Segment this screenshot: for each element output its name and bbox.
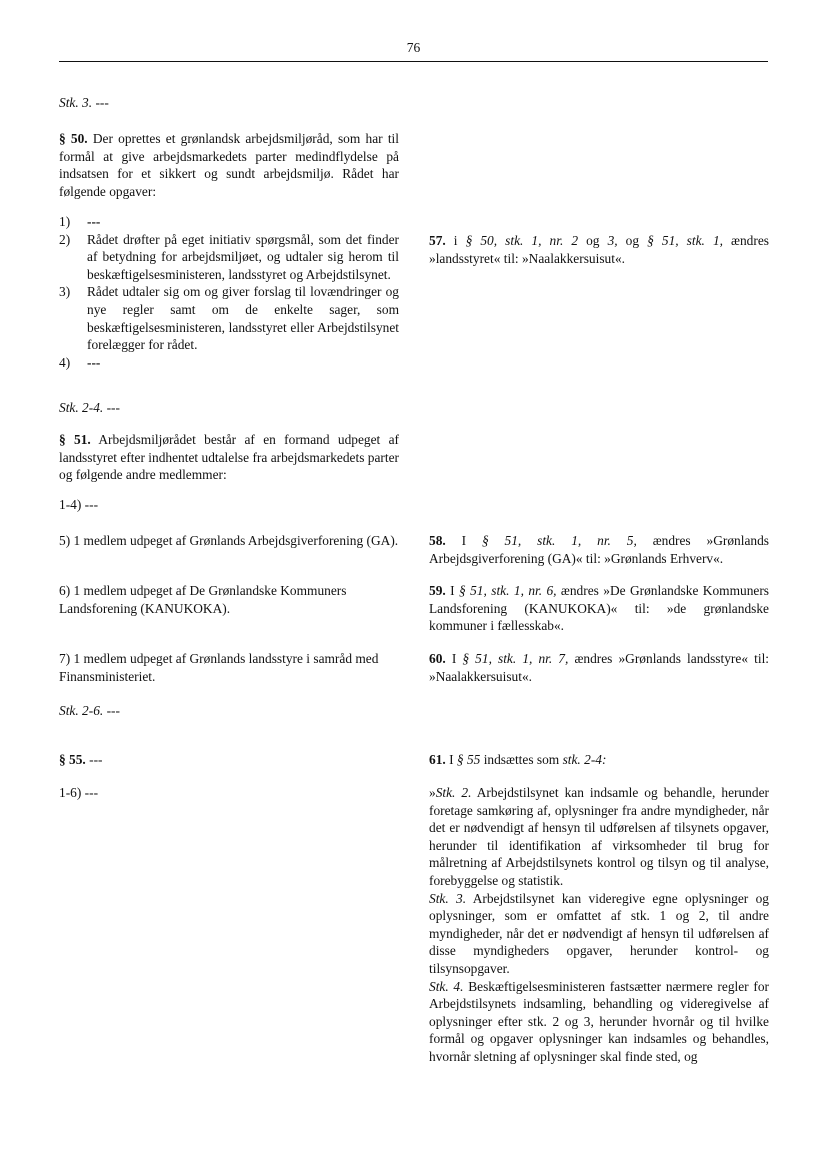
list-item: 2) Rådet drøfter på eget initiativ spørgsmål, som det finder af betydning for arbejdsmiljøet, og udtaler sig herom til beskæftigelsesministeren, landsstyret og Arbejdstilsynet. <box>59 231 399 282</box>
stk-2-paragraph: »Stk. 2. Arbejdstilsynet kan indsamle og behandle, herunder foretage samkøring af, oplysninger fra andre myndigheder, når det er nødvendigt af hensyn til udførelsen af tilsynets opgaver, herunder til identifikation af virksomheder til brug for målretning af Arbejdstilsynets kontrol og tilsyn og til analyse, forebyggelse og statistik. <box>429 785 769 888</box>
header-rule <box>59 61 768 62</box>
stk3-label: Stk. 3. --- <box>59 95 109 110</box>
amendment-59: 59. I § 51, stk. 1, nr. 6, ændres »De Grønlandske Kommuners Landsforening (KANUKOKA)« til: »de grønlandske kommuner i fællesskab«. <box>429 583 770 634</box>
list-item: 3) Rådet udtaler sig om og giver forslag til lovændringer og nye regler samt om de enkelte sager, som beskæftigelsesministeren, landsstyret eller Arbejdstilsynet forelægger for rådet. <box>59 284 399 353</box>
stk24-label: Stk. 2-4. --- <box>59 400 120 415</box>
amendment-60: 60. I § 51, stk. 1, nr. 7, ændres »Grønlands landsstyre« til: »Naalakkersuisut«. <box>429 651 770 684</box>
stk-3-paragraph: Stk. 3. Arbejdstilsynet kan videregive egne oplysninger og oplysninger, som er omfattet af stk. 1 og 2, til andre myndigheder, når det er nødvendigt af hensyn til udførelsen af disse myndigheders opgaver, herunder kontrol- og tilsynsopgaver. <box>429 890 769 976</box>
section-50-intro: § 50. Der oprettes et grønlandsk arbejdsmiljøråd, som har til formål at give arbejdsmarkedets parter medindflydelse på indsatsen for et sikkert og sundt arbejdsmiljø. Rådet har følgende opgaver: <box>59 131 399 199</box>
stk26-label: Stk. 2-6. --- <box>59 703 120 718</box>
list-item: 4) --- <box>59 354 101 370</box>
section-50-heading: § 50. <box>59 131 88 146</box>
section-55-item-1-6: 1-6) --- <box>59 785 99 800</box>
section-51-heading: § 51. <box>59 432 91 447</box>
amendment-57: 57. i § 50, stk. 1, nr. 2 og 3, og § 51, stk. 1, ændres »landsstyret« til: »Naalakkersuisut«. <box>429 233 769 266</box>
amendment-58: 58. I § 51, stk. 1, nr. 5, ændres »Grønlands Arbejdsgiverforening (GA)« til: »Grønlands Erhverv«. <box>429 533 769 566</box>
amendment-61: 61. I § 55 indsættes som stk. 2-4: <box>429 752 607 767</box>
section-51-item-7: 7) 1 medlem udpeget af Grønlands landsstyre i samråd med Finansministeriet. <box>59 651 379 684</box>
section-51-item-6: 6) 1 medlem udpeget af De Grønlandske Kommuners Landsforening (KANUKOKA). <box>59 583 347 616</box>
page-number: 76 <box>406 40 421 55</box>
amendment-61-text <box>429 784 769 1066</box>
section-51-item-1-4: 1-4) --- <box>59 497 99 512</box>
section-51-intro: § 51. Arbejdsmiljørådet består af en formand udpeget af landsstyret efter indhentet udtalelse fra arbejdsmarkedets parter og følgende andre medlemmer: <box>59 432 400 483</box>
section-51-item-5: 5) 1 medlem udpeget af Grønlands Arbejdsgiverforening (GA). <box>59 533 399 548</box>
section-55-heading: § 55. --- <box>59 752 103 767</box>
stk-4-paragraph: Stk. 4. Beskæftigelsesministeren fastsætter nærmere regler for Arbejdstilsynets indsamling, behandling og videregivelse af oplysninger efter stk. 2 og 3, herunder hvornår og til hvilke formål og opgaver oplysninger kan indsamles og behandles, hvornår sletning af oplysninger skal finde sted, og <box>429 978 769 1064</box>
section-50-list <box>59 213 399 371</box>
list-item: 1) --- <box>59 214 101 229</box>
